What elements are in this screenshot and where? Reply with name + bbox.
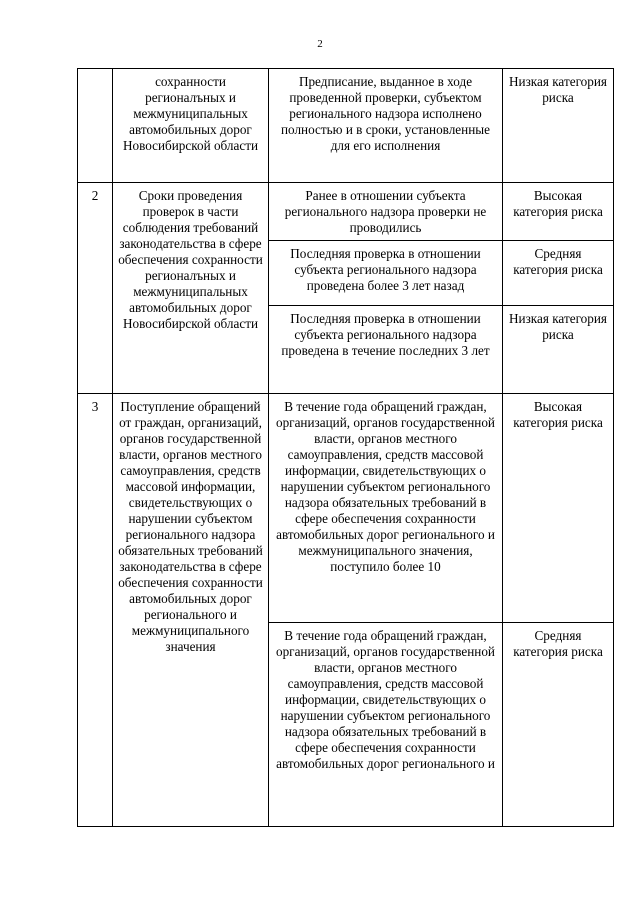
risk-criteria-table bbox=[77, 68, 614, 827]
row-number: 3 bbox=[78, 394, 113, 827]
condition-cell: Последняя проверка в отношении субъекта регионального надзора проведена более 3 лет назад bbox=[269, 241, 503, 306]
row-number: 2 bbox=[78, 183, 113, 394]
condition-cell: Предписание, выданное в ходе проведенной проверки, субъектом регионального надзора исполнено полностью и в сроки, установленные для его исполнения bbox=[269, 69, 503, 183]
risk-cell: Низкая категория риска bbox=[503, 69, 614, 183]
risk-cell: Высокая категория риска bbox=[503, 394, 614, 623]
condition-cell: В течение года обращений граждан, организаций, органов государственной власти, органов местного самоуправления, средств массовой информации, свидетельствующих о нарушении субъектом регионального надзора обязательных требований в сфере обеспечения сохранности автомобильных дорог регионального и межмуниципального значения, поступило более 10 bbox=[269, 394, 503, 623]
risk-cell: Средняя категория риска bbox=[503, 241, 614, 306]
risk-cell: Средняя категория риска bbox=[503, 623, 614, 827]
table-row bbox=[78, 183, 614, 241]
risk-cell: Низкая категория риска bbox=[503, 306, 614, 394]
table-row bbox=[78, 394, 614, 623]
condition-cell: Ранее в отношении субъекта регионального надзора проверки не проводились bbox=[269, 183, 503, 241]
table-row bbox=[78, 69, 614, 183]
page-number: 2 bbox=[317, 38, 323, 50]
criterion-cell: сохранности регионалъных и межмуниципальных автомобильных дорог Новосибирской области bbox=[113, 69, 269, 183]
criterion-cell: Поступление обращений от граждан, организаций, органов государственной власти, органов местного самоуправления, средств массовой информации, свидетельствующих о нарушении субъектом регионального надзора обязательных требований законодательства в сфере обеспечения сохранности автомобильных дорог регионального и межмуниципального значения bbox=[113, 394, 269, 827]
criterion-cell: Сроки проведения проверок в части соблюдения требований законодательства в сфере обеспечения сохранности регионалъных и межмуниципальных автомобильных дорог Новосибирской области bbox=[113, 183, 269, 394]
condition-cell: Последняя проверка в отношении субъекта регионального надзора проведена в течение последних 3 лет bbox=[269, 306, 503, 394]
risk-cell: Высокая категория риска bbox=[503, 183, 614, 241]
row-number bbox=[78, 69, 113, 183]
condition-cell: В течение года обращений граждан, организаций, органов государственной власти, органов местного самоуправления, средств массовой информации, свидетельствующих о нарушении субъектом регионального надзора обязательных требований в сфере обеспечения сохранности автомобильных дорог регионального и bbox=[269, 623, 503, 827]
